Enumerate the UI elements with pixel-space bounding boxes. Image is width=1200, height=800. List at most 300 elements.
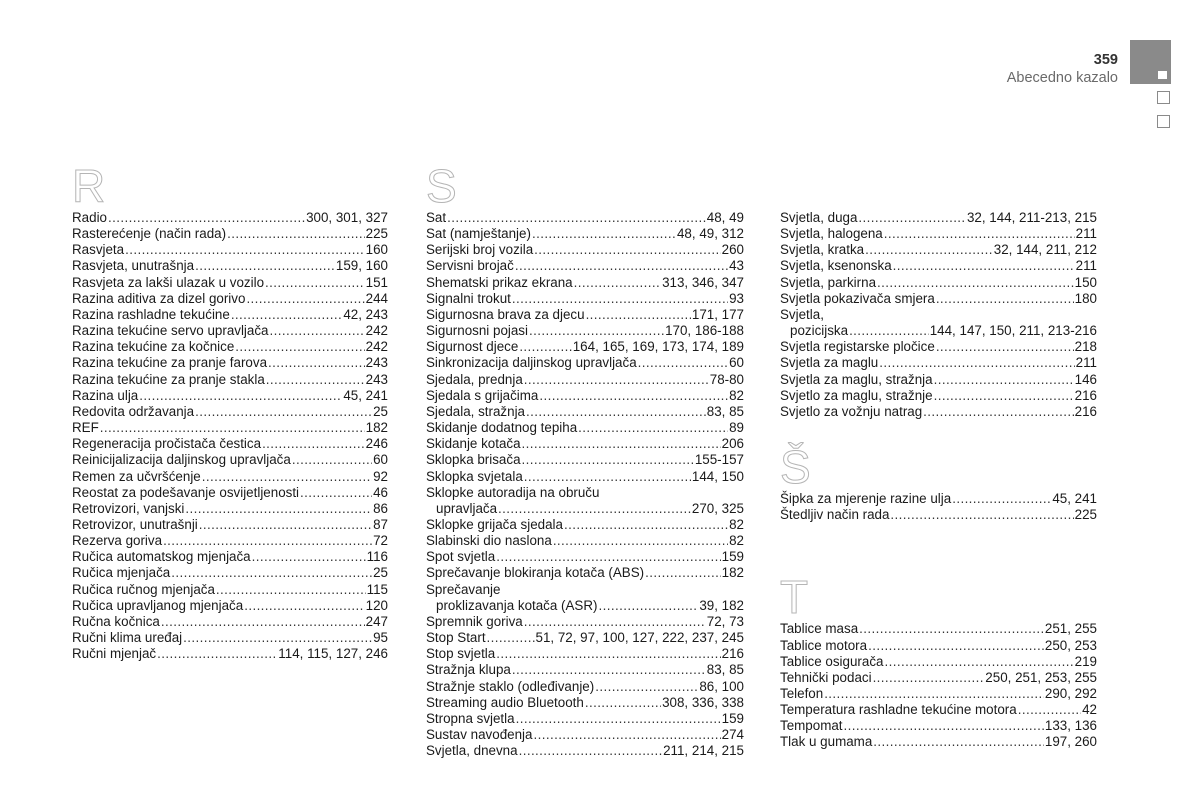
index-entry bbox=[426, 420, 744, 436]
index-entry bbox=[72, 630, 388, 646]
entry-term: Sat bbox=[426, 210, 447, 225]
dot-leader bbox=[300, 485, 372, 501]
entry-pages: 45, 241 bbox=[343, 387, 388, 403]
dot-leader bbox=[952, 491, 1051, 507]
entry-pages: 211, 214, 215 bbox=[663, 743, 744, 759]
index-entry bbox=[426, 743, 744, 759]
index-letter-heading: S bbox=[426, 160, 457, 212]
entry-term: Remen za učvršćenje bbox=[72, 468, 201, 484]
index-entry bbox=[426, 582, 744, 598]
entry-term: Sklopke autoradija na obruču bbox=[426, 484, 600, 500]
index-entry bbox=[72, 307, 388, 323]
dot-leader bbox=[108, 210, 305, 226]
entry-term: Rasvjeta bbox=[72, 242, 125, 258]
dot-leader bbox=[574, 275, 661, 291]
dot-leader bbox=[246, 291, 364, 307]
index-entry bbox=[72, 549, 388, 565]
entry-pages: 48, 49, 312 bbox=[676, 226, 744, 242]
dot-leader bbox=[934, 388, 1074, 404]
index-entry bbox=[780, 210, 1097, 226]
dot-leader bbox=[231, 307, 343, 323]
dot-leader bbox=[519, 743, 663, 759]
dot-leader bbox=[524, 469, 691, 485]
entry-pages: 182 bbox=[365, 420, 388, 436]
index-entry bbox=[426, 258, 744, 274]
index-column-1 bbox=[72, 162, 388, 662]
index-entry bbox=[426, 372, 744, 388]
index-entry bbox=[780, 734, 1097, 750]
entry-pages: 72 bbox=[373, 533, 388, 549]
entry-term: Sklopke grijača sjedala bbox=[426, 516, 563, 532]
entry-pages: 82 bbox=[729, 387, 744, 403]
dot-leader bbox=[512, 662, 706, 678]
index-entry bbox=[72, 420, 388, 436]
dot-leader bbox=[595, 679, 698, 695]
entry-term: Tablice masa bbox=[780, 621, 859, 637]
index-entry bbox=[72, 614, 388, 630]
entry-term: Sklopka brisača bbox=[426, 452, 521, 468]
entry-pages: 242 bbox=[365, 323, 388, 339]
dot-leader bbox=[522, 452, 694, 468]
index-letter-heading: T bbox=[780, 571, 809, 624]
index-entry bbox=[426, 646, 744, 662]
entry-term: Sprečavanje blokiranja kotača (ABS) bbox=[426, 565, 645, 581]
entry-pages: 151 bbox=[365, 274, 388, 290]
index-letter-heading bbox=[780, 162, 1097, 210]
dot-leader bbox=[216, 582, 366, 598]
dot-leader bbox=[858, 210, 966, 226]
index-entry bbox=[426, 307, 744, 323]
dot-leader bbox=[227, 226, 365, 242]
dot-leader bbox=[586, 307, 691, 323]
entry-term: Stop svjetla bbox=[426, 646, 496, 662]
dot-leader bbox=[139, 388, 342, 404]
index-entry bbox=[780, 388, 1097, 404]
dot-leader bbox=[1018, 702, 1081, 718]
entry-pages: 211 bbox=[1075, 355, 1097, 371]
entry-pages: 48, 49 bbox=[706, 210, 744, 225]
entry-pages: 116 bbox=[366, 549, 388, 565]
entry-term: Razina ulja bbox=[72, 387, 139, 403]
entry-term: Rasterećenje (način rada) bbox=[72, 226, 227, 242]
index-entry-list bbox=[426, 210, 744, 759]
entry-pages: 159 bbox=[721, 710, 744, 726]
entry-term: Regeneracija pročistača čestica bbox=[72, 436, 262, 452]
entry-term: Skidanje kotača bbox=[426, 436, 521, 452]
index-entry bbox=[72, 517, 388, 533]
dot-leader bbox=[859, 621, 1044, 637]
entry-pages: 86 bbox=[373, 500, 388, 516]
index-entry bbox=[780, 291, 1097, 307]
entry-pages: 155-157 bbox=[694, 452, 744, 468]
index-entry bbox=[426, 388, 744, 404]
entry-term: Svjetla, dnevna bbox=[426, 743, 518, 759]
index-entry-list bbox=[780, 491, 1097, 523]
entry-pages: 114, 115, 127, 246 bbox=[278, 646, 388, 662]
entry-pages: 246 bbox=[365, 436, 388, 452]
dot-leader bbox=[524, 372, 709, 388]
entry-pages: 182 bbox=[721, 565, 744, 581]
entry-term: Radio bbox=[72, 210, 107, 225]
dot-leader bbox=[873, 734, 1044, 750]
entry-term: Sinkronizacija daljinskog upravljača bbox=[426, 355, 637, 371]
entry-pages: 39, 182 bbox=[699, 597, 744, 613]
entry-term: Svjetlo za maglu, stražnje bbox=[780, 387, 933, 403]
entry-term: Stropna svjetla bbox=[426, 710, 515, 726]
index-entry bbox=[780, 307, 1097, 323]
entry-term: Svjetla, ksenonska bbox=[780, 258, 892, 274]
entry-pages: 86, 100 bbox=[699, 678, 744, 694]
entry-pages: 92 bbox=[373, 468, 388, 484]
entry-pages: 46 bbox=[373, 484, 388, 500]
entry-pages: 60 bbox=[729, 355, 744, 371]
index-entry bbox=[780, 404, 1097, 420]
dot-leader bbox=[638, 355, 728, 371]
entry-pages: 290, 292 bbox=[1044, 685, 1097, 701]
index-entry bbox=[72, 469, 388, 485]
entry-term: Svjetla za maglu bbox=[780, 355, 879, 371]
entry-pages: 150 bbox=[1074, 274, 1097, 290]
entry-pages: 180 bbox=[1074, 290, 1097, 306]
index-entry bbox=[426, 275, 744, 291]
entry-term: Ručica ručnog mjenjača bbox=[72, 581, 215, 597]
entry-pages: 260 bbox=[721, 242, 744, 258]
index-entry bbox=[72, 452, 388, 468]
dot-leader bbox=[515, 258, 728, 274]
index-entry bbox=[72, 565, 388, 581]
dot-leader bbox=[865, 242, 993, 258]
index-entry bbox=[72, 291, 388, 307]
index-entry bbox=[426, 517, 744, 533]
index-entry bbox=[72, 355, 388, 371]
entry-term: Razina rashladne tekućine bbox=[72, 306, 230, 322]
entry-pages: 313, 346, 347 bbox=[662, 274, 744, 290]
index-entry bbox=[426, 436, 744, 452]
dot-leader bbox=[585, 695, 661, 711]
entry-pages: 159, 160 bbox=[335, 258, 388, 274]
entry-pages: 144, 150 bbox=[691, 468, 744, 484]
dot-leader bbox=[884, 226, 1075, 242]
dot-leader bbox=[936, 291, 1074, 307]
entry-pages: 244 bbox=[365, 290, 388, 306]
entry-term: Streaming audio Bluetooth bbox=[426, 694, 584, 710]
dot-leader bbox=[185, 501, 372, 517]
entry-term: Telefon bbox=[780, 685, 824, 701]
entry-pages: 60 bbox=[373, 452, 388, 468]
index-entry bbox=[780, 638, 1097, 654]
dot-leader bbox=[498, 501, 691, 517]
entry-term: Svjetla, bbox=[780, 306, 824, 322]
chapter-tab-box bbox=[1157, 91, 1170, 104]
entry-term: Svjetla, duga bbox=[780, 210, 858, 225]
entry-pages: 274 bbox=[721, 727, 744, 742]
index-entry bbox=[426, 469, 744, 485]
index-entry bbox=[72, 533, 388, 549]
entry-pages: 216 bbox=[721, 646, 744, 662]
entry-term: Rasvjeta za lakši ulazak u vozilo bbox=[72, 274, 265, 290]
entry-term: Sjedala, prednja bbox=[426, 371, 523, 387]
entry-pages: 219 bbox=[1074, 653, 1097, 669]
dot-leader bbox=[873, 670, 985, 686]
entry-pages: 93 bbox=[729, 290, 744, 306]
index-entry bbox=[72, 501, 388, 517]
entry-term: Ručni mjenjač bbox=[72, 646, 157, 662]
dot-leader bbox=[163, 533, 372, 549]
index-entry bbox=[72, 598, 388, 614]
entry-pages: 216 bbox=[1074, 403, 1097, 419]
entry-term: Šipka za mjerenje razine ulja bbox=[780, 491, 952, 507]
dot-leader bbox=[195, 404, 372, 420]
entry-pages: 242 bbox=[365, 339, 388, 355]
entry-pages: 243 bbox=[365, 355, 388, 371]
index-entry bbox=[780, 242, 1097, 258]
entry-term: Shematski prikaz ekrana bbox=[426, 274, 573, 290]
index-entry bbox=[426, 565, 744, 581]
index-entry bbox=[780, 670, 1097, 686]
entry-pages: 250, 251, 253, 255 bbox=[985, 669, 1097, 685]
index-letter-heading: Š bbox=[780, 441, 811, 494]
entry-pages: 72, 73 bbox=[706, 613, 744, 629]
dot-leader bbox=[578, 420, 728, 436]
index-entry bbox=[426, 323, 744, 339]
entry-term: Razina tekućine za pranje farova bbox=[72, 355, 268, 371]
dot-leader bbox=[447, 210, 706, 226]
entry-term: upravljača bbox=[436, 500, 498, 516]
entry-pages: 95 bbox=[373, 630, 388, 646]
index-entry bbox=[780, 621, 1097, 637]
index-entry bbox=[72, 372, 388, 388]
index-entry bbox=[780, 355, 1097, 371]
entry-term: Rezerva goriva bbox=[72, 533, 163, 549]
index-entry bbox=[426, 695, 744, 711]
entry-term: Razina tekućine za kočnice bbox=[72, 339, 235, 355]
entry-term: Stop Start bbox=[426, 630, 486, 646]
index-entry bbox=[426, 355, 744, 371]
entry-pages: 211 bbox=[1075, 226, 1097, 242]
entry-pages: 51, 72, 97, 100, 127, 222, 237, 245 bbox=[535, 630, 744, 646]
entry-term: Reinicijalizacija daljinskog upravljača bbox=[72, 452, 291, 468]
entry-term: Tlak u gumama bbox=[780, 734, 873, 750]
index-letter-heading: R bbox=[72, 160, 106, 212]
entry-term: Signalni trokut bbox=[426, 290, 511, 306]
index-entry bbox=[426, 242, 744, 258]
dot-leader bbox=[564, 517, 728, 533]
entry-term: REF bbox=[72, 420, 99, 436]
section-title: Abecedno kazalo bbox=[1006, 70, 1118, 86]
entry-term: Ručica upravljanog mjenjača bbox=[72, 597, 244, 613]
index-entry bbox=[780, 507, 1097, 523]
entry-pages: 250, 253 bbox=[1044, 637, 1097, 653]
index-entry bbox=[780, 654, 1097, 670]
dot-leader bbox=[262, 436, 365, 452]
entry-pages: 308, 336, 338 bbox=[662, 694, 744, 710]
dot-leader bbox=[553, 533, 728, 549]
dot-leader bbox=[534, 242, 720, 258]
entry-term: Sigurnosna brava za djecu bbox=[426, 306, 585, 322]
dot-leader bbox=[868, 638, 1044, 654]
dot-leader bbox=[292, 452, 372, 468]
entry-pages: 146 bbox=[1074, 371, 1097, 387]
index-entry bbox=[426, 711, 744, 727]
dot-leader bbox=[529, 323, 664, 339]
entry-term: Retrovizor, unutrašnji bbox=[72, 516, 198, 532]
index-entry bbox=[72, 323, 388, 339]
entry-term: Sjedala, stražnja bbox=[426, 403, 525, 419]
entry-pages: 32, 144, 211-213, 215 bbox=[966, 210, 1097, 225]
index-entry bbox=[72, 404, 388, 420]
entry-pages: 247 bbox=[365, 613, 388, 629]
index-entry bbox=[426, 210, 744, 226]
entry-pages: 89 bbox=[729, 420, 744, 436]
dot-leader bbox=[877, 275, 1074, 291]
chapter-tab-box bbox=[1157, 115, 1170, 128]
entry-pages: 42 bbox=[1082, 702, 1097, 718]
entry-pages: 45, 241 bbox=[1052, 491, 1097, 507]
entry-pages: 78-80 bbox=[709, 371, 744, 387]
dot-leader bbox=[125, 242, 365, 258]
entry-pages: 87 bbox=[373, 516, 388, 532]
entry-pages: 83, 85 bbox=[706, 662, 744, 678]
dot-leader bbox=[199, 517, 372, 533]
entry-term: Svjetla pokazivača smjera bbox=[780, 290, 935, 306]
entry-term: Sigurnosni pojasi bbox=[426, 323, 528, 339]
index-entry bbox=[426, 679, 744, 695]
entry-pages: 144, 147, 150, 211, 213-216 bbox=[929, 323, 1097, 339]
index-entry bbox=[72, 436, 388, 452]
dot-leader bbox=[161, 614, 365, 630]
index-entry bbox=[780, 226, 1097, 242]
entry-term: Tehnički podaci bbox=[780, 669, 872, 685]
index-entry bbox=[72, 582, 388, 598]
index-entry bbox=[426, 727, 744, 743]
entry-term: Svjetla registarske pločice bbox=[780, 339, 935, 355]
index-column-3 bbox=[780, 162, 1097, 751]
index-entry bbox=[780, 258, 1097, 274]
entry-term: Servisni brojač bbox=[426, 258, 514, 274]
index-entry-list bbox=[72, 210, 388, 662]
index-entry bbox=[426, 533, 744, 549]
entry-pages: 120 bbox=[365, 597, 388, 613]
entry-pages: 218 bbox=[1074, 339, 1097, 355]
entry-term: Svjetla, kratka bbox=[780, 242, 865, 258]
dot-leader bbox=[157, 646, 277, 662]
entry-term: Tablice motora bbox=[780, 637, 868, 653]
entry-pages: 225 bbox=[365, 226, 388, 242]
entry-term: Svjetlo za vožnju natrag bbox=[780, 403, 923, 419]
index-entry-list bbox=[780, 621, 1097, 750]
entry-term: Rasvjeta, unutrašnja bbox=[72, 258, 195, 274]
index-entry bbox=[426, 339, 744, 355]
entry-term: Razina tekućine za pranje stakla bbox=[72, 371, 265, 387]
index-entry bbox=[780, 275, 1097, 291]
entry-pages: 225 bbox=[1074, 507, 1097, 523]
entry-pages: 211 bbox=[1075, 258, 1097, 274]
dot-leader bbox=[266, 372, 365, 388]
index-entry-list bbox=[780, 210, 1097, 420]
dot-leader bbox=[533, 727, 720, 743]
entry-term: Sklopka svjetala bbox=[426, 468, 523, 484]
dot-leader bbox=[487, 630, 535, 646]
entry-pages: 164, 165, 169, 173, 174, 189 bbox=[572, 339, 744, 355]
dot-leader bbox=[202, 469, 372, 485]
dot-leader bbox=[235, 339, 364, 355]
index-column-2 bbox=[426, 162, 744, 759]
dot-leader bbox=[516, 711, 721, 727]
dot-leader bbox=[934, 372, 1074, 388]
index-entry bbox=[426, 501, 744, 517]
entry-pages: 42, 243 bbox=[343, 306, 388, 322]
index-entry bbox=[780, 323, 1097, 339]
dot-leader bbox=[526, 404, 706, 420]
index-entry bbox=[426, 598, 744, 614]
dot-leader bbox=[195, 258, 335, 274]
index-entry bbox=[72, 210, 388, 226]
index-entry bbox=[780, 702, 1097, 718]
entry-pages: 170, 186-188 bbox=[665, 323, 744, 339]
entry-pages: 82 bbox=[729, 516, 744, 532]
entry-term: Ručni klima uređaj bbox=[72, 630, 183, 646]
index-entry bbox=[72, 242, 388, 258]
entry-term: proklizavanja kotača (ASR) bbox=[436, 597, 598, 613]
entry-term: Spremnik goriva bbox=[426, 613, 523, 629]
index-entry bbox=[426, 630, 744, 646]
index-entry bbox=[426, 614, 744, 630]
entry-term: Spot svjetla bbox=[426, 549, 496, 565]
index-entry bbox=[780, 339, 1097, 355]
entry-term: Skidanje dodatnog tepiha bbox=[426, 420, 578, 436]
entry-term: Stražnja klupa bbox=[426, 662, 511, 678]
entry-term: Svjetla za maglu, stražnja bbox=[780, 371, 933, 387]
index-entry bbox=[426, 226, 744, 242]
entry-term: Ručica automatskog mjenjača bbox=[72, 549, 251, 565]
dot-leader bbox=[496, 646, 720, 662]
dot-leader bbox=[252, 549, 366, 565]
entry-term: Temperatura rashladne tekućine motora bbox=[780, 702, 1017, 718]
dot-leader bbox=[270, 323, 365, 339]
dot-leader bbox=[599, 598, 699, 614]
dot-leader bbox=[512, 291, 728, 307]
index-entry bbox=[72, 388, 388, 404]
dot-leader bbox=[844, 718, 1044, 734]
index-entry bbox=[426, 485, 744, 501]
dot-leader bbox=[244, 598, 364, 614]
tab-notch bbox=[1158, 71, 1167, 79]
index-entry bbox=[780, 372, 1097, 388]
entry-pages: 115 bbox=[366, 581, 388, 597]
entry-pages: 25 bbox=[373, 565, 388, 581]
dot-leader bbox=[879, 355, 1074, 371]
index-entry bbox=[426, 549, 744, 565]
entry-term: Sjedala s grijačima bbox=[426, 387, 539, 403]
entry-pages: 197, 260 bbox=[1044, 734, 1097, 750]
entry-term: Razina aditiva za dizel gorivo bbox=[72, 290, 246, 306]
dot-leader bbox=[923, 404, 1073, 420]
entry-pages: 160 bbox=[365, 242, 388, 258]
dot-leader bbox=[893, 258, 1075, 274]
dot-leader bbox=[849, 323, 929, 339]
dot-leader bbox=[884, 654, 1073, 670]
index-entry bbox=[72, 226, 388, 242]
entry-pages: 171, 177 bbox=[691, 306, 744, 322]
entry-term: Ručica mjenjača bbox=[72, 565, 171, 581]
index-entry bbox=[780, 718, 1097, 734]
dot-leader bbox=[645, 565, 721, 581]
dot-leader bbox=[183, 630, 372, 646]
index-entry bbox=[72, 485, 388, 501]
entry-pages: 300, 301, 327 bbox=[306, 210, 388, 225]
dot-leader bbox=[539, 388, 728, 404]
entry-pages: 32, 144, 211, 212 bbox=[993, 242, 1097, 258]
